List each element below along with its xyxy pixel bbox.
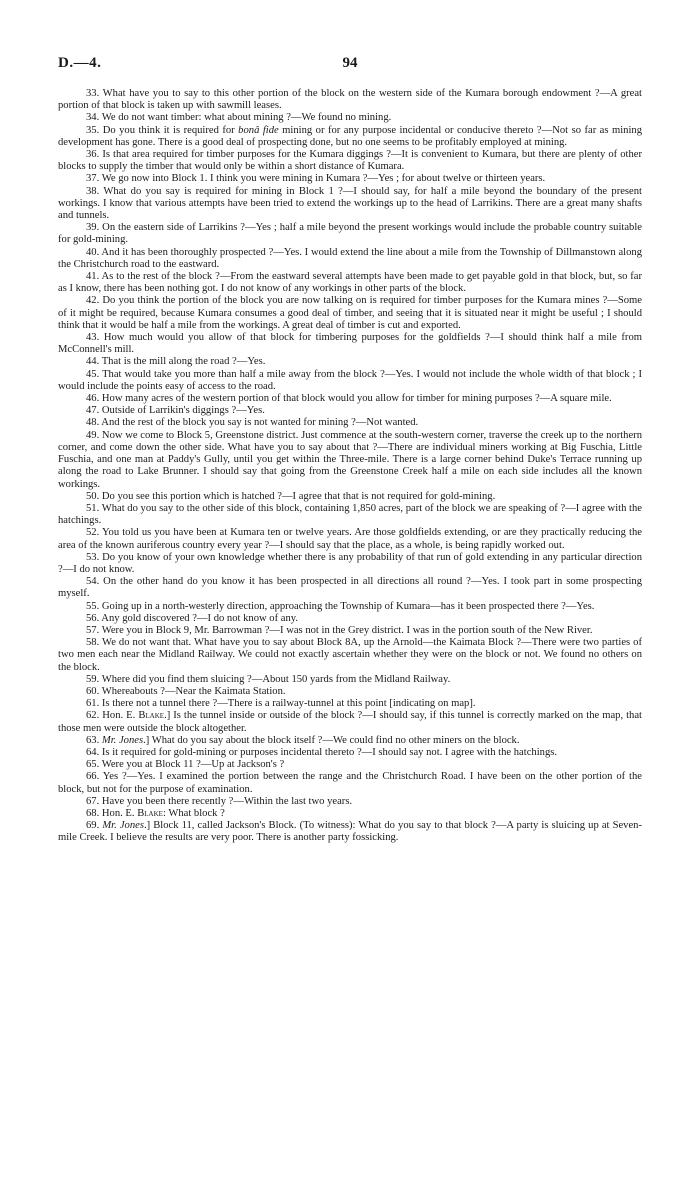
testimony-paragraph (58, 173, 642, 185)
testimony-paragraph (58, 698, 642, 710)
paragraph-text: 44. That is the mill along the road ?—Yes. (86, 356, 266, 368)
testimony-paragraph (58, 393, 642, 405)
testimony-paragraph (58, 747, 642, 759)
paragraph-text: 63. (86, 734, 102, 746)
testimony-paragraph (58, 625, 642, 637)
testimony-paragraph (58, 674, 642, 686)
paragraph-text: 66. Yes ?—Yes. I examined the portion between the range and the Christchurch Road. I have been on the other portion of the block, but not for the purpose of examination. (58, 771, 642, 795)
paragraph-text: 36. Is that area required for timber purposes for the Kumara diggings ?—It is convenient to Kumara, but there are plenty of other blocks to supply the timber that would only be within a short distance of Kumara. (58, 149, 642, 173)
small-caps-text: Blake (137, 807, 163, 819)
testimony-paragraph (58, 125, 642, 149)
paragraph-text: 38. What do you say is required for mining in Block 1 ?—I should say, for half a mile beyond the boundary of the present workings. I know that various attempts have been tried to extend the workings up to the head of Larrikins. There are a great many shafts and tunnels. (58, 185, 642, 222)
testimony-paragraph (58, 710, 642, 734)
paragraph-text: 48. And the rest of the block you say is not wanted for mining ?—Not wanted. (86, 417, 419, 429)
testimony-paragraph (58, 759, 642, 771)
testimony-paragraph (58, 247, 642, 271)
testimony-body (58, 88, 642, 845)
paragraph-text: 49. Now we come to Block 5, Greenstone district. Just commence at the south-western corner, traverse the creek up to the northern corner, and come down the other side. What have you to say about that ?—There are individual miners working at Big Fuschia, Little Fuschia, and one man at Paddy's Gully, until you get within the Three-mile. There is a large corner behind Duke's Terrace running up along the road to Lake Brunner. I should say that going from the Greenstone Creek half a mile on each side includes all the known workings. (58, 429, 642, 490)
paragraph-text: 40. And it has been thoroughly prospected ?—Yes. I would extend the line about a mile from the Township of Dillmanstown along the Christchurch road to the eastward. (58, 246, 642, 270)
paragraph-text: 55. Going up in a north-westerly direction, approaching the Township of Kumara—has it been prospected there ?—Yes. (86, 600, 595, 612)
document-reference: D.—4. (58, 55, 102, 71)
testimony-paragraph (58, 369, 642, 393)
paragraph-text: 41. As to the rest of the block ?—From the eastward several attempts have been made to get payable gold in that block, but, so far as I know, there has been nothing got. I do not know of any workings in other parts of the block. (58, 271, 642, 295)
italic-text: Mr. Jones (101, 734, 144, 746)
paragraph-text: 58. We do not want that. What have you to say about Block 8A, up the Arnold—the Kaimata Block ?—There were two parties of two men each near the Midland Railway. We could not exactly ascertain whether they were on the block or not. We found no others on the block. (58, 637, 642, 673)
testimony-paragraph (58, 88, 642, 112)
paragraph-text: 47. Outside of Larrikin's diggings ?—Yes. (86, 405, 265, 417)
paragraph-text: 56. Any gold discovered ?—I do not know of any. (86, 612, 299, 624)
paragraph-text: 68. Hon. E. (86, 807, 138, 819)
paragraph-text: 59. Where did you find them sluicing ?—About 150 yards from the Midland Railway. (86, 673, 451, 685)
testimony-paragraph (58, 601, 642, 613)
paragraph-text: 45. That would take you more than half a mile away from the block ?—Yes. I would not include the whole width of that block ; I would include the points easy of access to the road. (58, 368, 642, 392)
testimony-paragraph (58, 552, 642, 576)
testimony-paragraph (58, 613, 642, 625)
paragraph-text: 60. Whereabouts ?—Near the Kaimata Station. (86, 685, 286, 697)
testimony-paragraph (58, 405, 642, 417)
testimony-paragraph (58, 222, 642, 246)
testimony-paragraph (58, 271, 642, 295)
paragraph-text: 39. On the eastern side of Larrikins ?—Yes ; half a mile beyond the present workings would include the probable country suitable for gold-mining. (58, 222, 642, 246)
testimony-paragraph (58, 417, 642, 429)
paragraph-text: 42. Do you think the portion of the block you are now talking on is required for timber purposes for the Kumara mines ?—Some of it might be required, because Kumara consumes a good deal of timber, and seeing that it is situated near it might be useful ; I should think that it would be half a mile from the workings. A great deal of timber is cut and exported. (58, 295, 642, 331)
testimony-paragraph (58, 771, 642, 795)
testimony-paragraph (58, 186, 642, 223)
testimony-paragraph (58, 686, 642, 698)
testimony-paragraph (58, 808, 642, 820)
paragraph-text: 34. We do not want timber: what about mining ?—We found no mining. (86, 112, 392, 124)
paragraph-text: .] Is the tunnel inside or outside of the block ?—I should say, if this tunnel is correctly marked on the map, that those men were outside the block altogether. (58, 710, 643, 734)
small-caps-text: Blake (138, 710, 165, 722)
paragraph-text: 67. Have you been there recently ?—Within the last two years. (86, 795, 353, 807)
testimony-paragraph (58, 112, 642, 124)
paragraph-text: 35. Do you think it is required for (86, 124, 239, 136)
paragraph-text: 61. Is there not a tunnel there ?—There is a railway-tunnel at this point [indicating on map]. (86, 698, 476, 710)
page-header (58, 0, 642, 71)
paragraph-text: : What block ? (162, 807, 225, 819)
testimony-paragraph (58, 149, 642, 173)
paragraph-text: 43. How much would you allow of that block for timbering purposes for the goldfields ?—I should think half a mile from McConnell's mill. (58, 332, 642, 356)
paragraph-text: 51. What do you say to the other side of this block, containing 1,850 acres, part of the block we are speaking of ?—I agree with the hatchings. (58, 502, 642, 527)
paragraph-text: .] Block 11, called Jackson's Block. (To witness): What do you say to that block ?—A party is sluicing up at Seven-mile Creek. I believe the results are very poor. There is another party fossicking. (58, 820, 642, 844)
paragraph-text: 37. We go now into Block 1. I think you were mining in Kumara ?—Yes ; for about twelve or thirteen years. (86, 173, 546, 185)
paragraph-text: 65. Were you at Block 11 ?—Up at Jackson's ? (86, 759, 285, 771)
italic-text: bonâ fide (238, 124, 279, 136)
paragraph-text: 33. What have you to say to this other portion of the block on the western side of the Kumara borough endowment ?—A great portion of that block is taken up with sawmill leases. (58, 88, 642, 112)
paragraph-text: 64. Is it required for gold-mining or purposes incidental thereto ?—I should say not. I agree with the hatchings. (86, 746, 558, 758)
testimony-paragraph (58, 295, 642, 332)
paragraph-text: 62. Hon. E. (86, 710, 139, 722)
testimony-paragraph (58, 503, 642, 527)
testimony-paragraph (58, 796, 642, 808)
testimony-paragraph (58, 527, 642, 551)
paragraph-text: .] What do you say about the block itself ?—We could find no other miners on the block. (143, 734, 520, 746)
paragraph-text: mining or for any purpose incidental or conducive thereto ?—Not so far as mining development has gone. There is a good deal of prospecting done, but no one seems to be profitably employed at mining. (58, 124, 642, 148)
paragraph-text: 53. Do you know of your own knowledge whether there is any probability of that run of gold extending in any particular direction ?—I do not know. (58, 551, 642, 575)
testimony-paragraph (58, 576, 642, 600)
testimony-paragraph (58, 356, 642, 368)
testimony-paragraph (58, 332, 642, 356)
page-number: 94 (342, 55, 358, 71)
testimony-paragraph (58, 430, 642, 491)
paragraph-text: 54. On the other hand do you know it has been prospected in all directions all round ?—Yes. I took part in some prospecting myself. (58, 576, 642, 600)
testimony-paragraph (58, 820, 642, 844)
testimony-paragraph (58, 735, 642, 747)
paragraph-text: 52. You told us you have been at Kumara ten or twelve years. Are those goldfields extending, or are they practically reducing the area of the known auriferous country every year ?—I should say that the place, as a whole, is being rapidly worked out. (58, 527, 642, 551)
paragraph-text: 46. How many acres of the western portion of that block would you allow for timber for mining purposes ?—A square mile. (86, 393, 612, 405)
testimony-paragraph (58, 491, 642, 503)
paragraph-text: 69. (86, 820, 103, 832)
testimony-paragraph (58, 637, 642, 674)
paragraph-text: 57. Were you in Block 9, Mr. Barrowman ?—I was not in the Grey district. I was in the portion south of the New River. (86, 624, 593, 636)
paragraph-text: 50. Do you see this portion which is hatched ?—I agree that that is not required for gold-mining. (86, 490, 496, 502)
italic-text: Mr. Jones (102, 820, 144, 832)
